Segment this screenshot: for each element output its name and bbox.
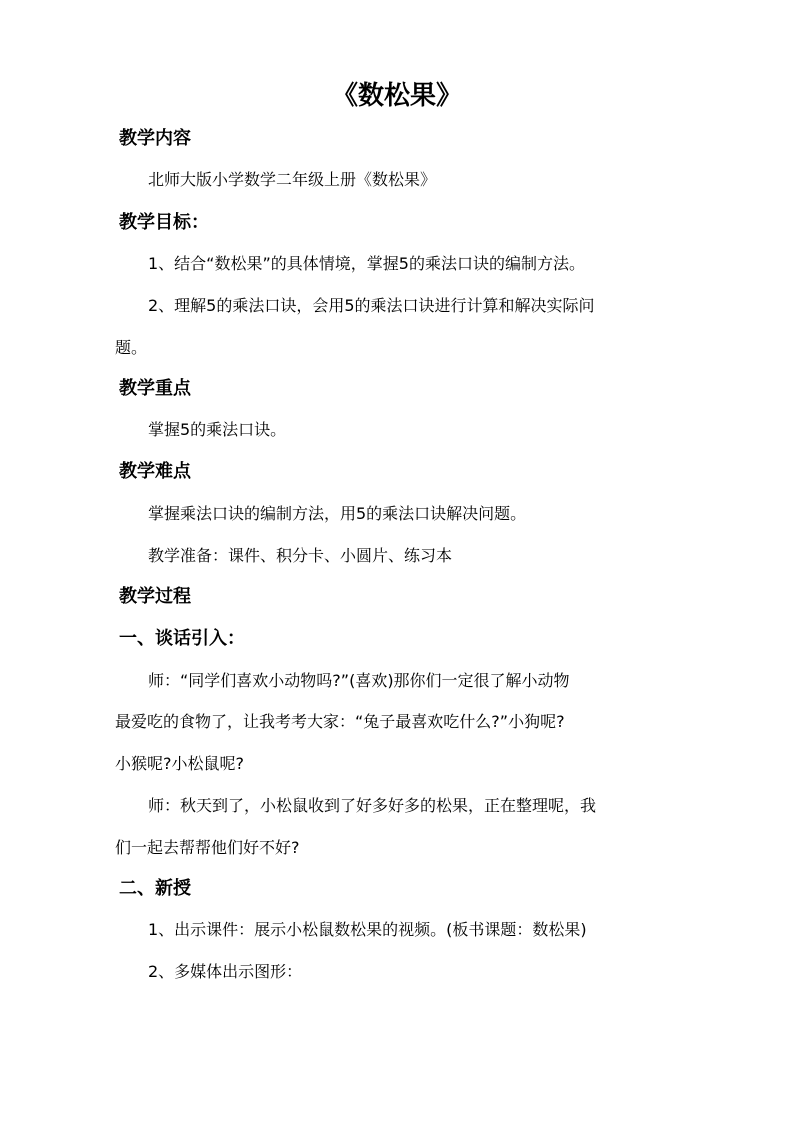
intro-paragraph-2-line-1: 师：秋天到了，小松鼠收到了好多好多的松果，正在整理呢，我	[148, 796, 597, 815]
section-heading-new-lesson: 二、新授	[119, 878, 191, 899]
intro-paragraph-1-line-2: 最爱吃的食物了，让我考考大家：“兔子最喜欢吃什么?”小狗呢?	[115, 712, 565, 731]
intro-paragraph-2-line-2: 们一起去帮帮他们好不好?	[115, 838, 300, 857]
section-heading-difficulty: 教学难点	[119, 461, 191, 482]
section-heading-content: 教学内容	[119, 128, 191, 149]
teaching-prep-text: 教学准备：课件、积分卡、小圆片、练习本	[148, 546, 453, 565]
section-heading-process: 教学过程	[119, 586, 191, 607]
goal-item-2-line-1: 2、理解5的乘法口诀，会用5的乘法口诀进行计算和解决实际问	[148, 296, 595, 315]
section-heading-key-point: 教学重点	[119, 378, 191, 399]
content-text: 北师大版小学数学二年级上册《数松果》	[148, 170, 437, 189]
intro-paragraph-1-line-1: 师：“同学们喜欢小动物吗?”(喜欢)那你们一定很了解小动物	[148, 671, 570, 690]
key-point-text: 掌握5的乘法口诀。	[148, 420, 287, 439]
section-heading-goals: 教学目标：	[119, 212, 209, 233]
new-lesson-item-1: 1、出示课件：展示小松鼠数松果的视频。(板书课题：数松果)	[148, 920, 587, 939]
section-heading-intro: 一、谈话引入：	[119, 628, 245, 649]
goal-item-2-line-2: 题。	[115, 338, 148, 357]
document-title: 《数松果》	[331, 81, 462, 111]
goal-item-1: 1、结合“数松果”的具体情境，掌握5的乘法口诀的编制方法。	[148, 254, 585, 273]
intro-paragraph-1-line-3: 小猴呢?小松鼠呢?	[115, 754, 244, 773]
difficulty-text: 掌握乘法口诀的编制方法，用5的乘法口诀解决问题。	[148, 504, 527, 523]
new-lesson-item-2: 2、多媒体出示图形：	[148, 962, 303, 981]
